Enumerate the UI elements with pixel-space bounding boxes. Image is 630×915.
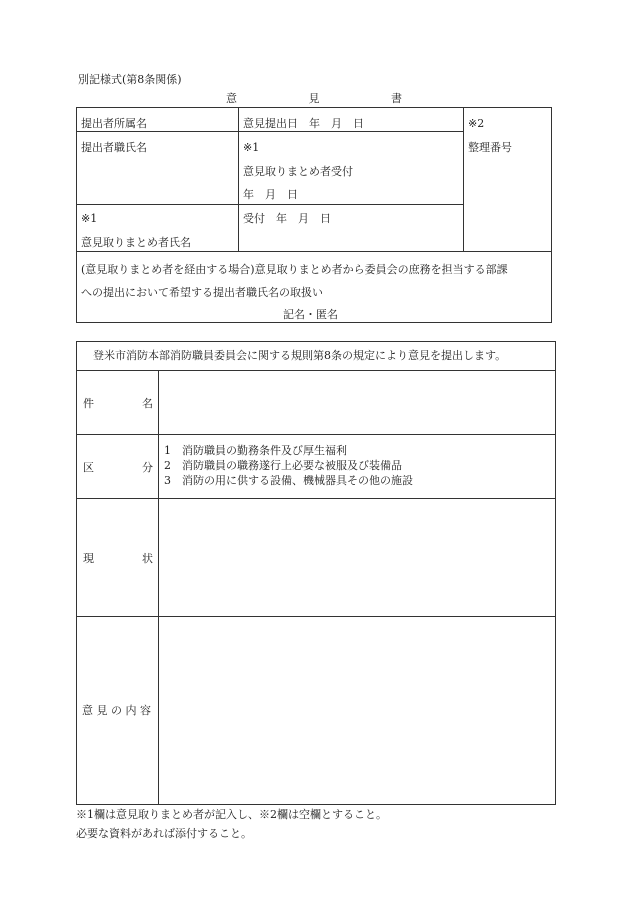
status-label <box>83 550 153 566</box>
label-char: 名 <box>142 397 153 410</box>
label-char: 件 <box>83 397 94 410</box>
category-label <box>83 459 153 475</box>
reception-date-label: 受付 年 月 日 <box>243 212 331 225</box>
label-char: 分 <box>142 461 153 474</box>
category-option-1[interactable]: 1 消防職員の勤務条件及び厚生福利 <box>164 444 347 457</box>
handling-instruction: (意見取りまとめ者を経由する場合)意見取りまとめ者から委員会の庶務を担当する部課 <box>81 263 508 276</box>
coordinator-name-label: 意見取りまとめ者氏名 <box>81 236 191 249</box>
mark-1: ※1 <box>81 212 98 225</box>
subject-label <box>83 395 153 411</box>
submission-statement: 登米市消防本部消防職員委員会に関する規則第8条の規定により意見を提出します。 <box>93 349 507 362</box>
title-char: 意 <box>226 92 237 105</box>
label-char: 区 <box>83 461 94 474</box>
status-field[interactable] <box>160 499 555 615</box>
divider <box>238 107 239 251</box>
label-char: 現 <box>83 552 94 565</box>
opinion-content-field[interactable] <box>160 617 555 804</box>
handling-instruction: への提出において希望する提出者職氏名の取扱い <box>81 286 323 299</box>
named-anonymous-choice: 記名・匿名 <box>283 308 338 321</box>
submitted-date-label: 意見提出日 年 月 日 <box>243 117 364 130</box>
title-char: 書 <box>391 92 402 105</box>
submitter-name-label: 提出者職氏名 <box>81 141 147 154</box>
mark-1: ※1 <box>243 141 260 154</box>
mark-2: ※2 <box>468 117 485 130</box>
form-reference: 別記様式(第8条関係) <box>78 73 182 86</box>
opinion-content-label: 意 見 の 内 容 <box>82 704 151 717</box>
note-2: 必要な資料があれば添付すること。 <box>76 827 252 840</box>
divider <box>76 131 463 132</box>
divider <box>76 204 463 205</box>
serial-number-label: 整理番号 <box>468 141 512 154</box>
label-char: 状 <box>142 552 153 565</box>
subject-field[interactable] <box>160 371 555 433</box>
category-option-2[interactable]: 2 消防職員の職務遂行上必要な被服及び装備品 <box>164 459 402 472</box>
note-1: ※1欄は意見取りまとめ者が記入し、※2欄は空欄とすること。 <box>76 808 387 821</box>
category-option-3[interactable]: 3 消防の用に供する設備、機械器具その他の施設 <box>164 474 413 487</box>
divider <box>76 251 552 252</box>
document-title <box>226 90 402 106</box>
title-char: 見 <box>308 92 320 105</box>
received-date-label: 年 月 日 <box>243 188 298 201</box>
divider <box>76 434 556 435</box>
submitter-affiliation-label: 提出者所属名 <box>81 117 147 130</box>
divider <box>463 107 464 251</box>
divider <box>158 370 159 805</box>
coordinator-received-label: 意見取りまとめ者受付 <box>243 165 353 178</box>
